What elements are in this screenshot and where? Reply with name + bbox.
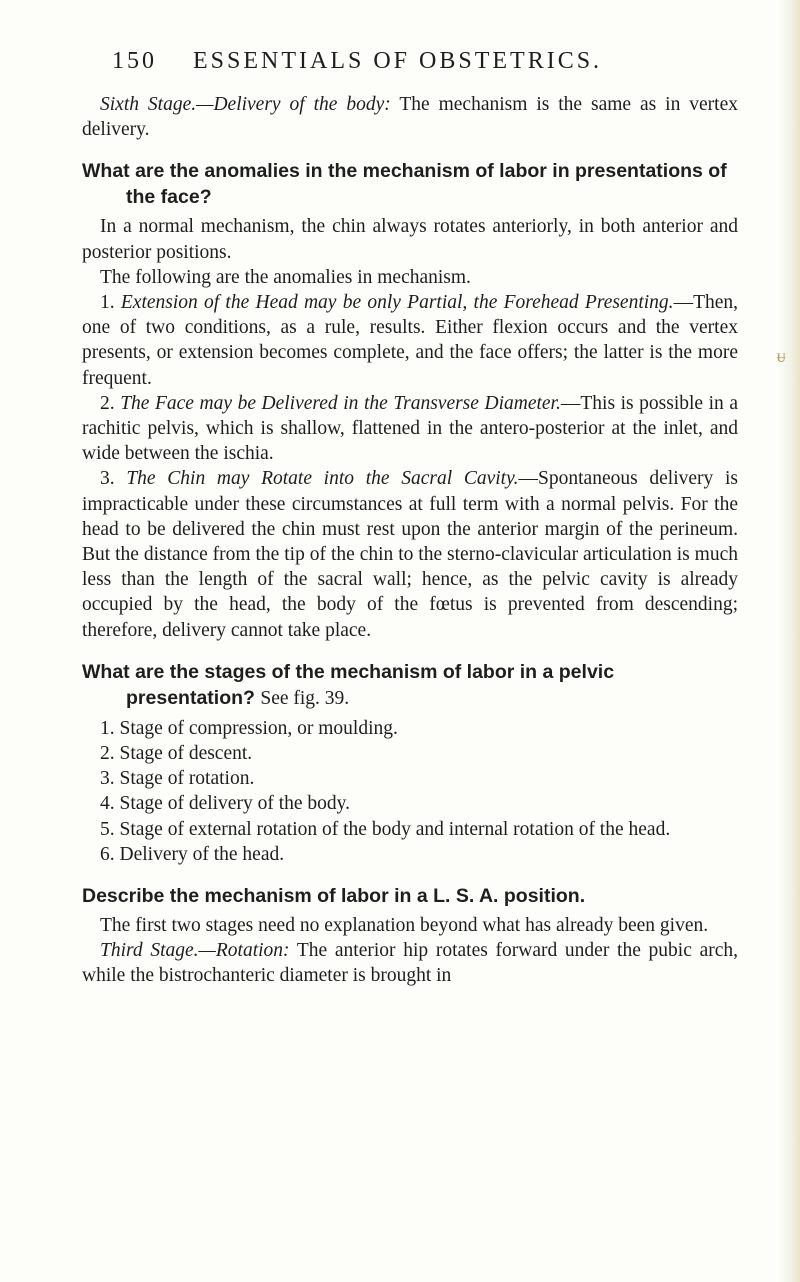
running-title: ESSENTIALS OF OBSTETRICS. — [193, 48, 603, 74]
third-stage-label: Third Stage.—Rotation: — [100, 940, 290, 962]
item-title: The Chin may Rotate into the Sacral Cavity. — [126, 468, 519, 490]
item-text: —This is possible in a rachitic pelvis, which is shallow, flattened in the antero-posterior at the inlet, and wide between the ischia. — [82, 392, 738, 465]
paragraph: The following are the anomalies in mechanism. — [100, 266, 471, 288]
third-stage-paragraph — [82, 938, 738, 988]
page-header — [112, 48, 672, 75]
question-pelvic-stages — [82, 659, 738, 712]
list-item: 6. Delivery of the head. — [100, 843, 285, 865]
item-number: 1. — [100, 292, 121, 314]
question-text: What are the stages of the mechanism of labor in a pelvic presentation? — [82, 660, 615, 709]
paragraph: The first two stages need no explanation beyond what has already been given. — [100, 915, 709, 937]
list-item: 4. Stage of delivery of the body. — [100, 793, 351, 815]
item-number: 3. — [100, 468, 127, 490]
page-body — [82, 92, 738, 989]
third-stage-text: The anterior hip rotates forward under the pubic arch, while the bistrochanteric diameter is brought in — [82, 940, 739, 987]
question-face-anomalies: What are the anomalies in the mechanism of labor in presentations of the face? — [82, 160, 727, 209]
figure-reference: See fig. 39. — [260, 687, 350, 709]
item-text: —Spontaneous delivery is impracticable under these circumstances at full term with a normal pelvis. For the head to be delivered the chin must rest upon the anterior margin of the perineum. But the distance from the tip of the chin to the sterno-clavicular articulation is much less than the length of the sacral wall; hence, as the pelvic cavity is already occupied by the head, the body of the fœtus is prevented from descending; therefore, delivery cannot take place. — [82, 468, 738, 641]
paragraph: In a normal mechanism, the chin always rotates anteriorly, in both anterior and posterior positions. — [82, 216, 738, 263]
item-number: 2. — [100, 392, 121, 414]
item-title: Extension of the Head may be only Partial, the Forehead Presenting. — [120, 292, 674, 314]
anomaly-item-1 — [82, 290, 738, 391]
item-title: The Face may be Delivered in the Transverse Diameter. — [120, 392, 561, 414]
question-lsa-position: Describe the mechanism of labor in a L. S. A. position. — [82, 885, 586, 908]
list-item: 1. Stage of compression, or moulding. — [100, 717, 398, 739]
list-item: 3. Stage of rotation. — [100, 768, 255, 790]
intro-label: Sixth Stage.—Delivery of the body: — [100, 94, 391, 115]
anomaly-item-3 — [82, 466, 738, 642]
stage-list — [82, 716, 738, 867]
intro-paragraph — [82, 92, 738, 142]
anomaly-item-2 — [82, 391, 738, 467]
list-item: 5. Stage of external rotation of the body and internal rotation of the head. — [100, 818, 671, 840]
intro-text: The mechanism is the same as in vertex delivery. — [82, 94, 738, 141]
margin-mark-icon: ᵾ — [776, 346, 786, 366]
page-number: 150 — [112, 48, 157, 74]
item-text: —Then, one of two conditions, as a rule, results. Either flexion occurs and the vertex presents, or extension becomes complete, and the face offers; the latter is the more frequent. — [82, 292, 739, 389]
page-edge-shadow — [778, 0, 800, 1282]
list-item: 2. Stage of descent. — [100, 743, 253, 765]
